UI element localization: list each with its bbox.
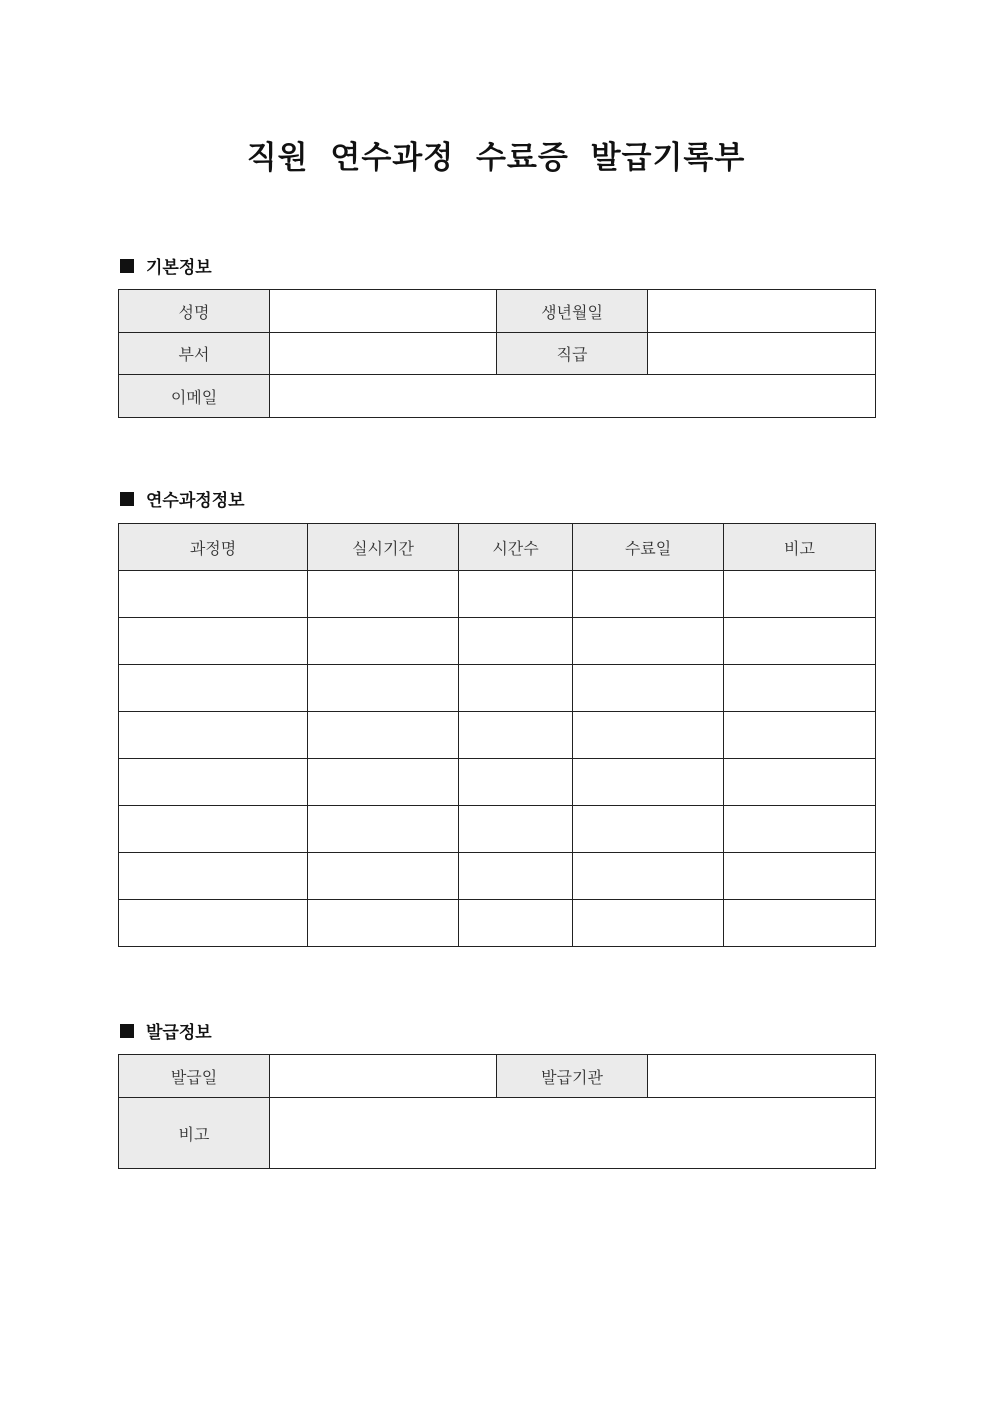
- issue-note-label: 비고: [119, 1098, 270, 1169]
- period-cell[interactable]: [308, 618, 459, 665]
- hours-cell[interactable]: [459, 571, 573, 618]
- department-label: 부서: [119, 333, 270, 375]
- hours-cell[interactable]: [459, 900, 573, 947]
- note-cell[interactable]: [724, 900, 876, 947]
- section-title: 기본정보: [146, 258, 212, 278]
- column-header-hours: 시간수: [459, 524, 573, 571]
- issue-date-label: 발급일: [119, 1055, 270, 1098]
- column-header-completion-date: 수료일: [573, 524, 724, 571]
- column-header-note: 비고: [724, 524, 876, 571]
- column-header-course-name: 과정명: [119, 524, 308, 571]
- hours-cell[interactable]: [459, 853, 573, 900]
- issue-date-field[interactable]: [270, 1055, 497, 1098]
- course-name-cell[interactable]: [119, 618, 308, 665]
- document-title: 직원 연수과정 수료증 발급기록부: [246, 140, 746, 176]
- course-name-cell[interactable]: [119, 665, 308, 712]
- completion-date-cell[interactable]: [573, 571, 724, 618]
- note-cell[interactable]: [724, 806, 876, 853]
- issue-note-field[interactable]: [270, 1098, 876, 1169]
- completion-date-cell[interactable]: [573, 900, 724, 947]
- completion-date-cell[interactable]: [573, 806, 724, 853]
- period-cell[interactable]: [308, 806, 459, 853]
- note-cell[interactable]: [724, 712, 876, 759]
- hours-cell[interactable]: [459, 665, 573, 712]
- position-label: 직급: [497, 333, 648, 375]
- email-field[interactable]: [270, 375, 876, 418]
- birth-date-field[interactable]: [648, 290, 876, 333]
- note-cell[interactable]: [724, 759, 876, 806]
- period-cell[interactable]: [308, 712, 459, 759]
- basic-info-table: [118, 289, 876, 418]
- name-label: 성명: [119, 290, 270, 333]
- section-title: 발급정보: [146, 1023, 212, 1043]
- section-heading-course: [120, 486, 245, 511]
- department-field[interactable]: [270, 333, 497, 375]
- column-header-period: 실시기간: [308, 524, 459, 571]
- table-row: [119, 712, 876, 759]
- course-name-cell[interactable]: [119, 806, 308, 853]
- table-row: [119, 665, 876, 712]
- table-row: [119, 853, 876, 900]
- period-cell[interactable]: [308, 571, 459, 618]
- course-name-cell[interactable]: [119, 853, 308, 900]
- table-row: [119, 806, 876, 853]
- note-cell[interactable]: [724, 665, 876, 712]
- email-label: 이메일: [119, 375, 270, 418]
- square-bullet-icon: [120, 259, 134, 273]
- birth-date-label: 생년월일: [497, 290, 648, 333]
- section-title: 연수과정정보: [146, 491, 245, 511]
- table-row: [119, 900, 876, 947]
- completion-date-cell[interactable]: [573, 759, 724, 806]
- completion-date-cell[interactable]: [573, 665, 724, 712]
- course-name-cell[interactable]: [119, 900, 308, 947]
- course-name-cell[interactable]: [119, 712, 308, 759]
- hours-cell[interactable]: [459, 712, 573, 759]
- section-heading-issue: [120, 1018, 212, 1043]
- table-row: [119, 571, 876, 618]
- square-bullet-icon: [120, 492, 134, 506]
- period-cell[interactable]: [308, 665, 459, 712]
- hours-cell[interactable]: [459, 806, 573, 853]
- note-cell[interactable]: [724, 618, 876, 665]
- completion-date-cell[interactable]: [573, 853, 724, 900]
- issue-info-table: [118, 1054, 876, 1169]
- hours-cell[interactable]: [459, 759, 573, 806]
- period-cell[interactable]: [308, 853, 459, 900]
- period-cell[interactable]: [308, 900, 459, 947]
- note-cell[interactable]: [724, 853, 876, 900]
- completion-date-cell[interactable]: [573, 712, 724, 759]
- hours-cell[interactable]: [459, 618, 573, 665]
- position-field[interactable]: [648, 333, 876, 375]
- name-field[interactable]: [270, 290, 497, 333]
- note-cell[interactable]: [724, 571, 876, 618]
- section-heading-basic: [120, 253, 212, 278]
- square-bullet-icon: [120, 1024, 134, 1038]
- period-cell[interactable]: [308, 759, 459, 806]
- table-row: [119, 759, 876, 806]
- table-row: [119, 618, 876, 665]
- course-table: [118, 523, 876, 947]
- issuing-organization-label: 발급기관: [497, 1055, 648, 1098]
- completion-date-cell[interactable]: [573, 618, 724, 665]
- course-name-cell[interactable]: [119, 759, 308, 806]
- course-name-cell[interactable]: [119, 571, 308, 618]
- issuing-organization-field[interactable]: [648, 1055, 876, 1098]
